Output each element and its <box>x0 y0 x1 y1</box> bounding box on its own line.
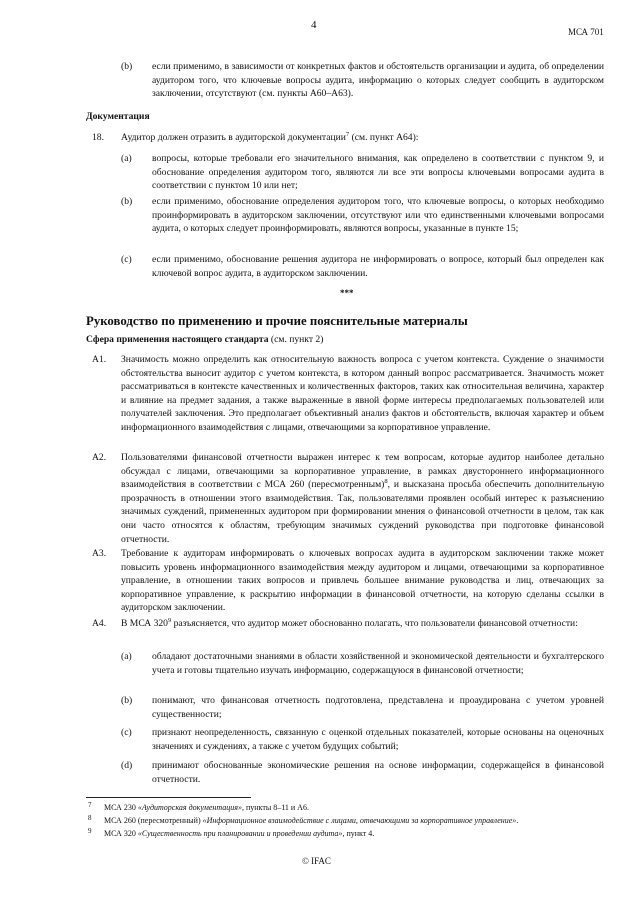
item-label: (b) <box>121 61 133 72</box>
footnote-number: 8 <box>88 814 92 822</box>
footnote: МСА 320 «Существенность при планировании и проведении аудита», пункт 4. <box>104 829 375 838</box>
page-number: 4 <box>311 19 317 31</box>
footer-copyright: © IFAC <box>302 856 331 866</box>
footnote-number: 9 <box>88 827 92 835</box>
item-a-text: вопросы, которые требовали его значительного внимания, как определено в соответствии с пунктом 9, и обоснование определения аудитором того, являются ли все эти вопросы ключевыми вопросами аудита в соответствии с пунктом 10 или нет; <box>152 153 604 192</box>
paragraph-a3-text: Требование к аудиторам информировать о ключевых вопросах аудита в аудиторском заключении также может повысить уровень информационного взаимодействия между аудитором и лицами, отвечающими за корпоративное управление, в отношении таких вопросов и привлечь большее внимание руководства и лиц, отвечающих за корпоративное управление, к раскрытию информации в финансовой отчетности, на которую сделаны ссылки в аудиторском заключении. <box>121 548 604 614</box>
paragraph-a1-text: Значимость можно определить как относительную важность вопроса с учетом контекста. Суждение о значимости обстоятельства выносит аудитор с учетом контекста, в котором данный вопрос рассматривается. Значимость может рассматриваться в контексте качественных и количественных факторов, таких как относительная величина, характер и влияние на предмет задания, а также выраженные в явной форме интересы предполагаемых пользователей или получателей заключения. Это предполагает объективный анализ фактов и обстоятельств, включая характер и объем информационного взаимодействия с лицами, отвечающими за корпоративное управление. <box>121 354 604 434</box>
paragraph-a2-text: Пользователями финансовой отчетности выражен интерес к тем вопросам, которые аудитор наиболее детально обсуждал с лицами, отвечающими за корпоративное управление, в рамках двустороннего информационного взаимодействия в соответствии с МСА 260 (пересмотренным)$^8$, и высказана просьба обеспечить дополнительную прозрачность в отношении этого взаимодействия. Так, пользователями проявлен особый интерес к разъяснению значимых суждений, примененных аудитором при формировании мнения о финансовой отчетности в целом, так как они часто относятся к областям, требующим значимых суждений руководства при подготовке финансовой отчетности. <box>121 452 604 545</box>
item-label: (b) <box>121 695 133 706</box>
item-c-text: признают неопределенность, связанную с оценкой отдельных показателей, которые основаны на оценочных значениях и суждениях, а также с учетом будущих событий; <box>152 727 604 752</box>
item-label: (c) <box>121 254 132 265</box>
paragraph-number: А3. <box>92 548 107 559</box>
scope-heading: Сфера применения настоящего стандарта (см. пункт 2) <box>86 334 324 345</box>
section-title: Руководство по применению и прочие пояснительные материалы <box>86 314 468 328</box>
item-c-text: если применимо, обоснование решения аудитора не информировать о вопросе, который был определен как ключевой вопрос аудита, в аудиторском заключении. <box>152 254 604 279</box>
item-label: (b) <box>121 196 133 207</box>
paragraph-number: А1. <box>92 354 107 365</box>
item-b-text: понимают, что финансовая отчетность подготовлена, представлена и проаудирована с учетом уровней существенности; <box>152 695 604 720</box>
footnote-divider <box>86 797 251 798</box>
paragraph-number: А4. <box>92 618 107 629</box>
item-label: (a) <box>121 651 132 662</box>
item-d-text: принимают обоснованные экономические решения на основе информации, содержащейся в финансовой отчетности. <box>152 760 604 785</box>
paragraph-a4-text: В МСА $320^9$ разъясняется, что аудитор может обоснованно полагать, что пользователи финансовой отчетности: <box>121 616 578 629</box>
item-label: (a) <box>121 153 132 164</box>
item-label: (d) <box>121 760 133 771</box>
section-separator: *** <box>340 288 354 298</box>
documentation-heading: Документация <box>86 111 150 122</box>
paragraph-18-text: Аудитор должен отразить в аудиторской документации$^7$ (см. пункт А64): <box>121 130 419 143</box>
item-label: (c) <box>121 727 132 738</box>
footnote: МСА 260 (пересмотренный) «Информационное взаимодействие с лицами, отвечающими за корпоративное управление». <box>104 816 519 825</box>
footnote: МСА 230 «Аудиторская документация», пункты 8–11 и А6. <box>104 803 309 812</box>
paragraph-number: 18. <box>92 132 104 143</box>
footnote-number: 7 <box>88 801 92 809</box>
item-b-text: если применимо, в зависимости от конкретных фактов и обстоятельств организации и аудита, об определении аудитором того, что ключевые вопросы аудита, информацию о которых следует сообщить в аудиторском заключении, отсутствуют (см. пункты А60–А63). <box>152 61 604 100</box>
item-b-text: если применимо, обоснование определения аудитором того, что ключевые вопросы, о которых необходимо проинформировать в аудиторском заключении, отсутствуют или что единственными ключевыми вопросами аудита, о которых следует проинформировать, являются вопросы, указанные в пункте 15; <box>152 196 604 235</box>
item-a-text: обладают достаточными знаниями в области хозяйственной и экономической деятельности и бухгалтерского учета и готовы тщательно изучать информацию, содержащуюся в финансовой отчетности; <box>152 651 604 676</box>
document-code: МСА 701 <box>568 27 604 37</box>
paragraph-number: А2. <box>92 452 107 463</box>
